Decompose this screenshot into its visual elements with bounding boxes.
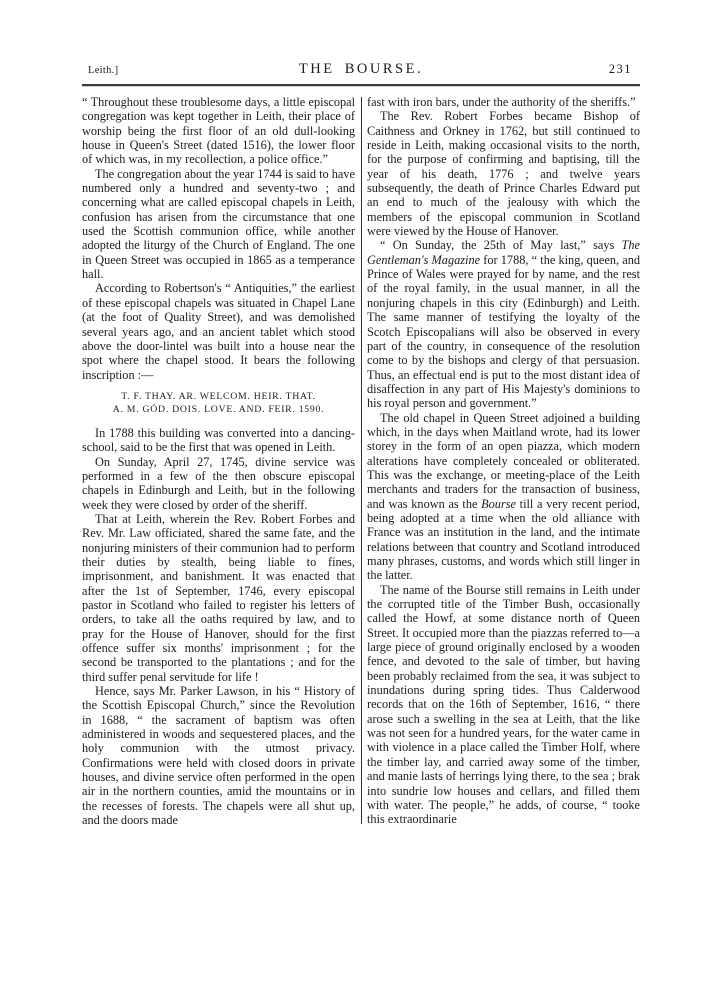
header-rule [82,84,640,87]
paragraph [367,583,640,827]
body-text: fast with iron bars, under the authority of the sheriffs.” [367,95,636,109]
paragraph [82,426,355,455]
paragraph [82,512,355,684]
paragraph [82,684,355,827]
paragraph [367,109,640,238]
paragraph [82,95,355,167]
body-text: “ On Sunday, the 25th of May last,” says [380,238,622,253]
paragraph [367,238,640,410]
column-divider [361,97,362,824]
body-text: The congregation about the year 1744 is said to have numbered only a hundred and seventy-two ; and concerning what are called episcopal chapels in Leith, confusion has arisen from the circumstance that one used the Scottish communion office, while another adopted the liturgy of the Church of England. The one in Queen Street was occupied in 1865 as a temperance hall. [82,166,355,282]
italic-text: Bourse [481,496,516,511]
left-column [82,95,355,828]
italic-text: The Gentleman's Magazine [367,238,640,267]
body-text: till a very recent period, being adopted at a time when the old alliance with France was an institution in the land, and the intimate relations between that country and Scotland introduced many phrases, customs, and words which still linger in the latter. [367,496,640,583]
paragraph [82,281,355,381]
body-text: According to Robertson's “ Antiquities,” the earliest of these episcopal chapels was situated in Chapel Lane (at the foot of Quality Street), and was demolished several years ago, and an ancient tablet which stood above the door-lintel was built into a house near the spot where the chapel stood. It bears the following inscription :— [82,281,355,382]
paragraph [367,95,640,109]
paragraph [82,455,355,512]
body-text: On Sunday, April 27, 1745, divine service was performed in a few of the then obscure episcopal chapels in Edinburgh and Leith, but in the following week they were closed by order of the sheriff. [82,454,355,512]
body-text: The old chapel in Queen Street adjoined a building which, in the days when Maitland wrote, had its lower storey in the form of an open piazza, which modern alterations have completely concealed or obliterated. This was the exchange, or meeting-place of the Leith merchants and traders for the transaction of business, and was known as the [367,410,640,511]
body-text: Hence, says Mr. Parker Lawson, in his “ History of the Scottish Episcopal Church,” since the Revolution in 1688, “ the sacrament of baptism was often administered in woods and sequestered places, and the holy communion with the utmost privacy. Confirmations were held with closed doors in private houses, and divine service often performed in the open air in the northern counties, amid the mountains or in the recesses of forests. The chapels were all shut up, and the doors made [82,684,355,828]
text-columns [82,95,640,828]
body-text: “ Throughout these troublesome days, a little episcopal congregation was kept together in Leith, their place of worship being the first floor of an old dull-looking house in Queen's Street (dated 1516), the lower floor of which was, in my recollection, a police office.” [82,95,355,167]
body-text: The Rev. Robert Forbes became Bishop of Caithness and Orkney in 1762, but still continued to reside in Leith, making occasional visits to the north, for the purpose of confirming and baptising, till the year of his death, 1776 ; and twelve years subsequently, the death of Prince Charles Edward put an end to much of the jealousy with which the members of the episcopal communion in Scotland were viewed by the House of Hanover. [367,109,640,239]
body-text: That at Leith, wherein the Rev. Robert Forbes and Rev. Mr. Law officiated, shared the same fate, and the nonjuring ministers of their communion had to perform their duties by stealth, being liable to fines, imprisonment, and banishment. It was enacted that after the 1st of September, 1746, every episcopal pastor in Scotland who failed to register his letters of orders, to take all the oaths required by law, and to pray for the House of Hanover, should for the first offence suffer six months' imprisonment ; for the second be transported to the plantations ; and for the third suffer penal servitude for life ! [82,511,355,684]
inscription [82,390,355,417]
running-header-left: Leith.] [88,65,119,76]
body-text: for 1788, “ the king, queen, and Prince of Wales were prayed for by name, and the rest of the royal family, in the usual manner, in all the nonjuring chapels in this city (Edinburgh) and Leith. The same manner of testifying the loyalty of the Scotch Episcopalians will also be observed in every part of the country, in consequence of the resolution come to by the bishops and clergy of that persuasion. Thus, an effectual end is put to the most distant idea of disaffection in any part of His Majesty's dominions to his royal person and government.” [367,252,640,411]
page-title: THE BOURSE. [298,61,424,77]
page-number: 231 [608,62,632,76]
inscription-line: A. M. GÓD. DOIS. LOVE. AND. FEIR. 1590. [112,404,325,416]
body-text: The name of the Bourse still remains in Leith under the corrupted title of the Timber Bush, occasionally called the Howf, at some distance north of Queen Street. It occupied more than the piazzas referred to—a large piece of ground originally enclosed by a wooden fence, and devoted to the sale of timber, but having been probably reclaimed from the sea, it was subject to inundations during spring tides. Thus Calderwood records that on the 16th of September, 1616, “ there arose such a swelling in the sea at Leith, that the like was not seen for a hundred years, for the water came in with violence in a place called the Timber Holf, where the timber lay, and carried away some of the timber, and manie lasts of herrings lying there, to the sea ; brak into sundrie low houses and cellars, and filled them with water. The people,” he adds, of course, “ tooke this extraordinarie [367,582,640,827]
body-text: In 1788 this building was converted into a dancing-school, said to be the first that was opened in Leith. [82,425,355,455]
paragraph [82,167,355,282]
book-page [82,58,640,828]
inscription-line: T. F. THAY. AR. WELCOM. HEIR. THAT. [121,390,316,402]
right-column [367,95,640,828]
paragraph [367,411,640,583]
running-header [82,58,640,78]
